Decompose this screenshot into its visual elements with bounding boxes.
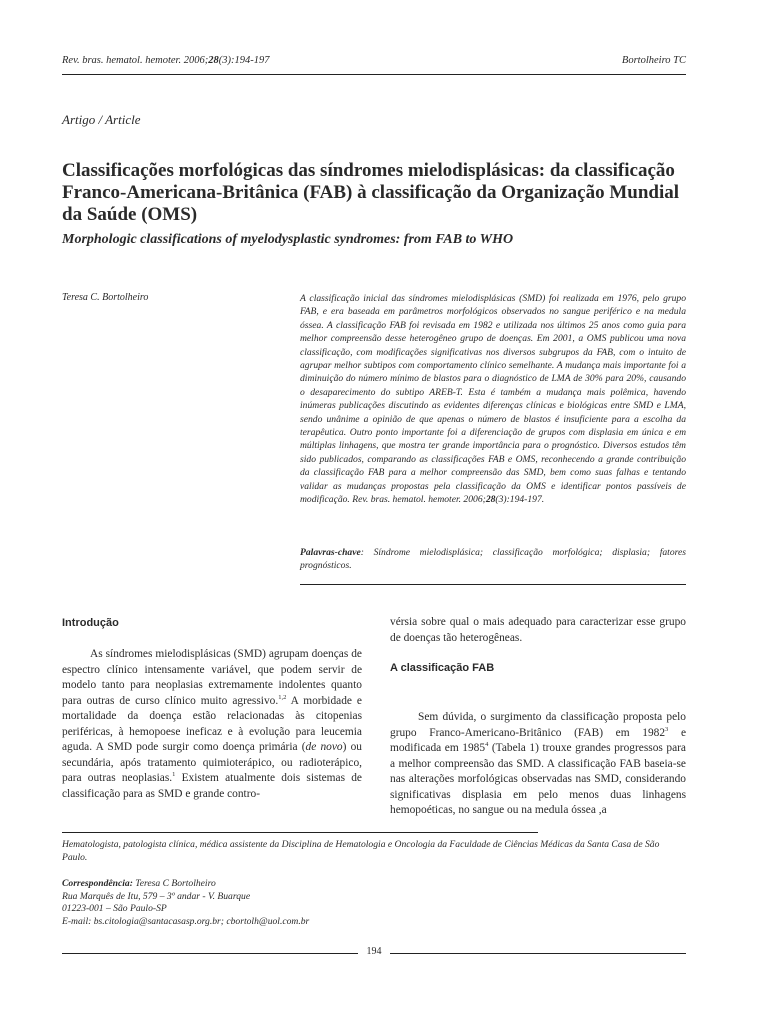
reference-superscript: 1,2 xyxy=(278,693,287,701)
heading-introducao: Introdução xyxy=(62,617,119,629)
correspondence-email: E-mail: bs.citologia@santacasasp.org.br; cbortolh@uol.com.br xyxy=(62,915,310,927)
footnote-divider xyxy=(62,832,538,833)
article-subtitle: Morphologic classifications of myelodysplastic syndromes: from FAB to WHO xyxy=(62,232,514,247)
heading-classificacao-fab: A classificação FAB xyxy=(390,662,495,674)
text-run: (Tabela 1) trouxe grandes progressos para a melhor compreensão das SMD. A classificação FAB baseia-se nas alterações morfológicas observadas nas SMD, considerando significativas displasia em pelo menos duas linhagens hemopoéticas, no sangue ou na medula óssea ,a xyxy=(390,742,686,816)
text-run: Existem atualmente dois sistemas de classificação para as SMD e grande contro- xyxy=(62,772,362,800)
abstract xyxy=(300,292,686,507)
correspondence-label: Correspondência: xyxy=(62,878,133,889)
page-number-rule-right xyxy=(390,953,686,954)
text-run: e modificada em 1985 xyxy=(390,726,687,754)
correspondence-name: Teresa C Bortolheiro xyxy=(132,878,216,889)
running-header-citation xyxy=(62,55,269,66)
abstract-citation-prefix: Rev. bras. hematol. hemoter. 2006; xyxy=(352,494,486,506)
correspondence-address: Rua Marquês de Itu, 579 – 3º andar - V. Buarque xyxy=(62,890,251,902)
text-run: Sem dúvida, o surgimento da classificação proposta pelo grupo Franco-Americano-Britânico (FAB) em 1982 xyxy=(390,711,686,739)
abstract-divider xyxy=(300,584,686,585)
reference-superscript: 3 xyxy=(665,725,669,733)
text-run: ) ou secundária, após tratamento quimioterápico, ou radioterápico, para outras neoplasias. xyxy=(62,741,362,784)
section-label: Artigo / Article xyxy=(62,112,141,127)
abstract-text: A classificação inicial das síndromes mielodisplásicas (SMD) foi realizada em 1976, pelo grupo FAB, e era baseada em parâmetros morfológicos observados no sangue periférico e na medula óssea. A classificação FAB foi revisada em 1982 e utilizada nos últimos 25 anos como guia para melhor compreensão desse heterogêneo grupo de doenças. Em 2001, a OMS publicou uma nova classificação, com modificações significativas nos diversos subgrupos da FAB, com o intuito de agrupar melhor subtipos com comportamento clínico semelhante. A mudança mais importante foi a diminuição do número mínimo de blastos para o diagnóstico de LMA de 30% para 20%, causando o desaparecimento do subtipo AREB-T. Esta é também a mudança mais polêmica, havendo inúmeras publicações discutindo as evidentes diferenças clínicas e biológicas entre SMD e LMA, sendo unânime a opinião de que apenas o número de blastos é insuficiente para a escolha da terapêutica. Outro ponto importante foi a diferenciação de grupos com displasia em única e em múltiplas linhagens, que mostra ter grande importância para o prognóstico. Diversos estudos têm sido publicados, comparando as classificações FAB e OMS, reconhecendo a grande contribuição da classificação FAB para a melhor compreensão das SMD, bem como suas falhas e tentando validar as mudanças propostas pela classificação da OMS e identificar pontos passíveis de modificação. xyxy=(300,293,686,506)
running-header-author: Bortolheiro TC xyxy=(621,55,686,66)
keywords-text: : Síndrome mielodisplásica; classificação morfológica; displasia; fatores prognósticos. xyxy=(300,547,686,572)
header-divider xyxy=(62,74,686,75)
fab-paragraph xyxy=(390,710,686,819)
reference-superscript: 1 xyxy=(172,771,176,779)
page-number: 194 xyxy=(366,946,382,957)
author-name: Teresa C. Bortolheiro xyxy=(62,292,149,303)
correspondence xyxy=(62,878,686,928)
text-run: A morbidade e mortalidade da doença estão relacionadas às citopenias periféricas, à hemopoese ineficaz e à evolução para leucemia aguda. A SMD pode surgir como doença primária ( xyxy=(62,694,362,753)
text-run: vérsia sobre qual o mais adequado para caracterizar esse grupo de doenças tão heterogêneas. xyxy=(390,616,686,644)
keywords xyxy=(300,546,686,573)
author-affiliation: Hematologista, patologista clínica, médica assistente da Disciplina de Hematologia e Oncologia da Faculdade de Ciências Médicas da Santa Casa de São Paulo. xyxy=(62,839,660,863)
correspondence-postal: 01223-001 – São Paulo-SP xyxy=(62,903,167,914)
keywords-label: Palavras-chave xyxy=(300,547,361,558)
intro-continuation xyxy=(390,615,686,646)
reference-superscript: 4 xyxy=(485,741,489,749)
abstract-citation-suffix: (3):194-197. xyxy=(495,494,545,506)
intro-paragraph xyxy=(62,647,362,802)
text-run: As síndromes mielodisplásicas (SMD) agrupam doenças de espectro clínico intensamente variável, que podem servir de modelo tanto para neoplasias extremamente indolentes quanto para outras de curso clínico muito agressivo. xyxy=(62,648,362,707)
citation-volume: 28 xyxy=(208,55,219,66)
italic-term: de novo xyxy=(305,741,343,753)
abstract-citation-volume: 28 xyxy=(485,494,496,506)
article-title: Classificações morfológicas das síndromes mielodisplásicas: da classificação Franco-Americana-Britânica (FAB) à classificação da Organização Mundial da Saúde (OMS) xyxy=(62,160,680,225)
citation-suffix: (3):194-197 xyxy=(218,55,270,66)
page-number-rule-left xyxy=(62,953,358,954)
citation-prefix: Rev. bras. hematol. hemoter. 2006; xyxy=(62,55,209,66)
